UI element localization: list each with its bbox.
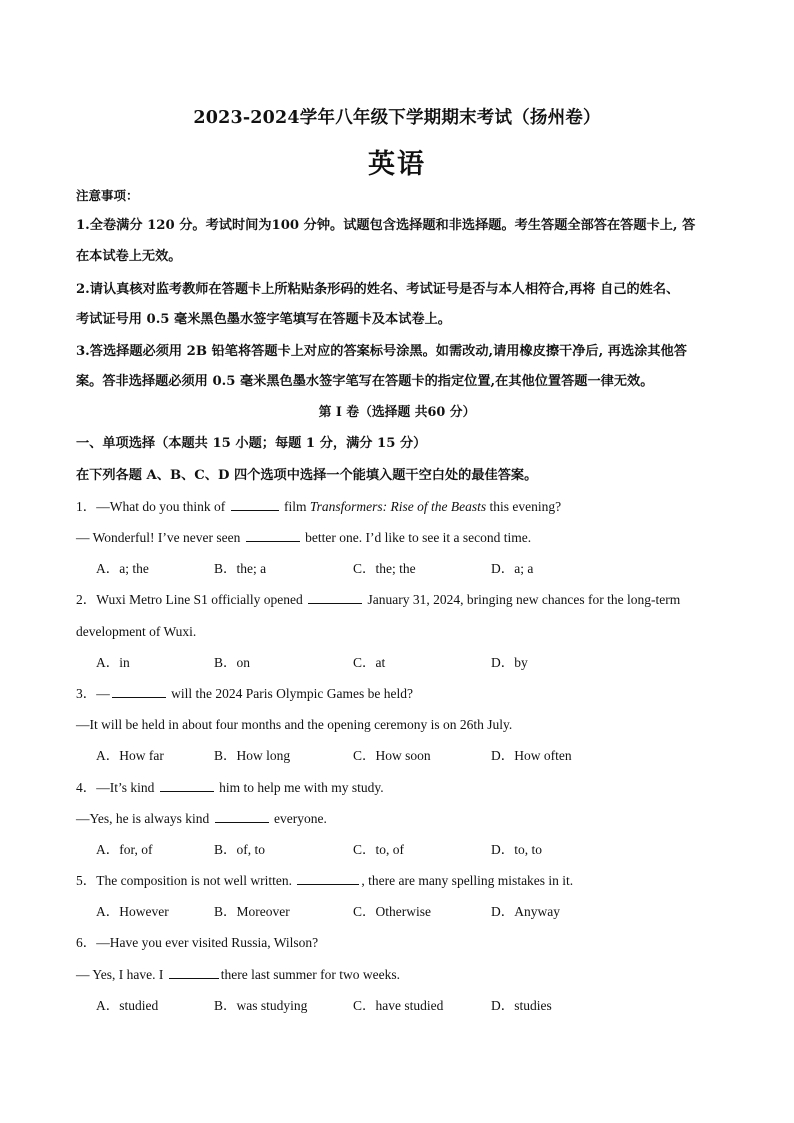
exam-title: 2023-2024学年八年级下学期期末考试（扬州卷）: [193, 108, 601, 128]
option-d: D．to, to: [491, 842, 543, 857]
question-2: [76, 590, 734, 610]
answer-blank: [297, 871, 359, 885]
volume-heading: 第 I 卷（选择题 共60 分）: [318, 405, 476, 420]
response-text: — Wonderful! I’ve never seen: [76, 530, 244, 545]
question-text: 4．—It’s kind: [76, 780, 158, 795]
question-4-response: [76, 809, 734, 829]
subject-title: 英语: [368, 149, 426, 180]
notice-item-1-cont: 在本试卷上无效。: [76, 249, 182, 264]
question-text: this evening?: [486, 499, 562, 514]
option-d: D．Anyway: [491, 904, 560, 919]
part-heading: 一、单项选择（本题共 15 小题；每题 1 分，满分 15 分）: [76, 436, 427, 451]
response-text: —Yes, he is always kind: [76, 811, 213, 826]
answer-blank: [160, 778, 214, 792]
notice-item-2: 2.请认真核对监考教师在答题卡上所粘贴条形码的姓名、考试证号是否与本人相符合,再将 自己的姓名、: [76, 282, 680, 297]
option-c: C．have studied: [353, 998, 444, 1013]
option-b: B．the; a: [214, 561, 267, 576]
question-6: 6．—Have you ever visited Russia, Wilson?: [76, 935, 319, 950]
option-d: D．by: [491, 655, 528, 670]
question-5: [76, 871, 734, 891]
answer-blank: [215, 809, 269, 823]
question-3: [76, 684, 734, 704]
option-d: D．How often: [491, 748, 572, 763]
option-a: A．How far: [96, 748, 164, 763]
question-text: 3．—: [76, 686, 110, 701]
option-c: C．to, of: [353, 842, 405, 857]
option-a: A．a; the: [96, 561, 149, 576]
answer-blank: [231, 497, 279, 511]
option-d: D．a; a: [491, 561, 534, 576]
question-1-response: [76, 528, 734, 548]
notice-item-2-cont: 考试证号用 0.5 毫米黑色墨水签字笔填写在答题卡及本试卷上。: [76, 312, 451, 327]
question-text: film: [280, 499, 310, 514]
question-text: , there are many spelling mistakes in it.: [361, 873, 574, 888]
film-title: Transformers: Rise of the Beasts: [309, 499, 487, 514]
option-d: D．studies: [491, 998, 552, 1013]
option-b: B．of, to: [214, 842, 266, 857]
option-a: A．studied: [96, 998, 159, 1013]
question-text: will the 2024 Paris Olympic Games be held?: [167, 686, 413, 701]
option-c: C．How soon: [353, 748, 431, 763]
question-text: January 31, 2024, bringing new chances for the long-term: [364, 592, 681, 607]
question-6-response: [76, 965, 734, 985]
answer-blank: [308, 590, 362, 604]
notice-item-3-cont: 案。答非选择题必须用 0.5 毫米黑色墨水签字笔写在答题卡的指定位置,在其他位置答题一律无效。: [76, 374, 654, 389]
answer-blank: [112, 684, 166, 698]
question-4: [76, 778, 734, 798]
answer-blank: [169, 965, 219, 979]
option-c: C．Otherwise: [353, 904, 431, 919]
question-2-cont: development of Wuxi.: [76, 624, 197, 639]
answer-blank: [246, 528, 300, 542]
option-b: B．on: [214, 655, 251, 670]
option-c: C．the; the: [353, 561, 416, 576]
option-b: B．How long: [214, 748, 291, 763]
response-text: there last summer for two weeks.: [220, 967, 400, 982]
part-instruction: 在下列各题 A、B、C、D 四个选项中选择一个能填入题干空白处的最佳答案。: [76, 468, 538, 483]
response-text: better one. I’d like to see it a second time.: [301, 530, 532, 545]
question-3-response: —It will be held in about four months and the opening ceremony is on 26th July.: [76, 717, 513, 732]
option-b: B．was studying: [214, 998, 308, 1013]
response-text: — Yes, I have. I: [76, 967, 167, 982]
option-c: C．at: [353, 655, 386, 670]
question-text: 5．The composition is not well written.: [76, 873, 296, 888]
option-a: A．for, of: [96, 842, 153, 857]
question-text: 1．—What do you think of: [76, 499, 229, 514]
notice-item-3: 3.答选择题必须用 2B 铅笔将答题卡上对应的答案标号涂黑。如需改动,请用橡皮擦干净后, 再选涂其他答: [76, 344, 687, 359]
response-text: everyone.: [270, 811, 327, 826]
question-text: him to help me with my study.: [215, 780, 384, 795]
question-1: [76, 497, 734, 517]
option-b: B．Moreover: [214, 904, 290, 919]
notice-item-1: 1.全卷满分 120 分。考试时间为100 分钟。试题包含选择题和非选择题。考生答题全部答在答题卡上, 答: [76, 218, 696, 233]
notice-heading: 注意事项：: [76, 188, 139, 203]
option-a: A．However: [96, 904, 169, 919]
option-a: A．in: [96, 655, 130, 670]
question-text: 2．Wuxi Metro Line S1 officially opened: [76, 592, 307, 607]
